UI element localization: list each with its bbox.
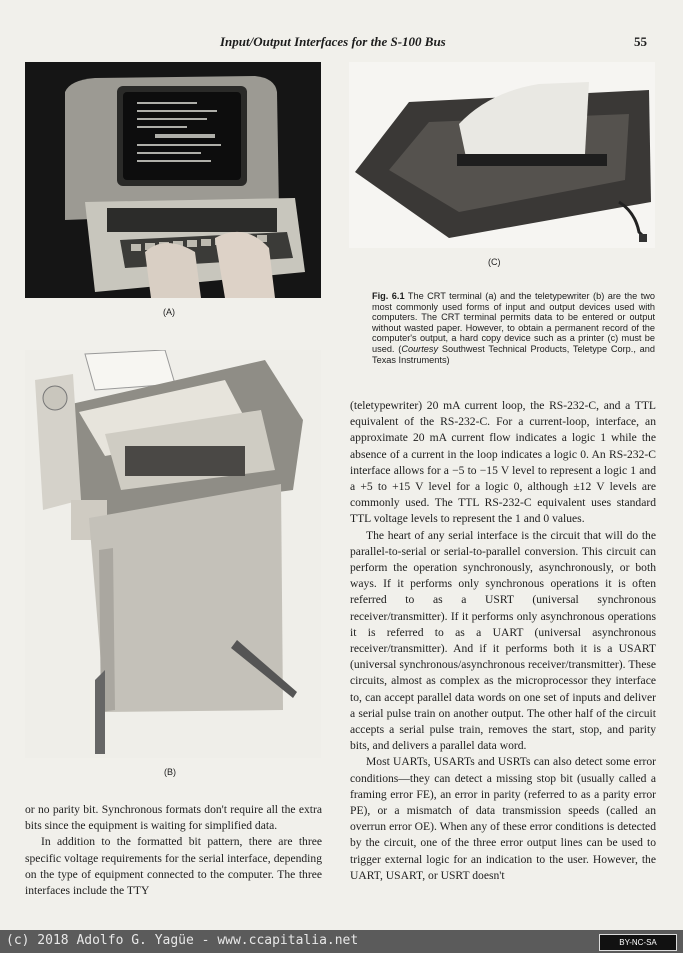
crt-terminal-illustration xyxy=(25,62,321,298)
right-column-text xyxy=(350,398,656,884)
figure-number: Fig. 6.1 xyxy=(372,291,405,301)
right-paragraph-2: The heart of any serial interface is the circuit that will do the parallel-to-serial or serial-to-parallel conversion. This circuit can perform the operation synchronously, asynchronously, or both ways. If it performs only synchronous operations it is often referred to as a USRT (universal synchronous receiver/transmitter). If it performs only asynchronous operations it is referred to as a UART (universal asynchronous receiver/transmitter). And if it performs both it is a USART (universal synchronous/asynchronous receiver/transmitter). These circuits, almost as complex as the microprocessor they interface to, can accept parallel data words on one set of inputs and deliver a serial pulse train on another output. The other half of the circuit accepts a serial pulse train, removes the start, stop, and parity bits, and delivers a parallel data word. xyxy=(350,528,656,753)
left-paragraph-2: In addition to the formatted bit pattern, there are three specific voltage requirements for the serial interface, depending on the type of equipment connected to the computer. The three interfaces include the TTY xyxy=(25,835,322,898)
figure-caption-credit: Southwest Technical Products, Teletype Corp., and Texas Instruments) xyxy=(372,343,656,365)
photo-teletypewriter xyxy=(25,350,321,758)
right-paragraph-3: Most UARTs, USARTs and USRTs can also detect some error conditions—they can detect a missing stop bit (usually called a framing error FE), an error in parity (referred to as a parity error PE), or a mismatch of data transmission speeds (called an overrun error OE). When any of these error conditions is detected by the circuit, one of the three error output lines can be used to trigger external logic for an indication to the user. However, the UART, USART, or USRT doesn't xyxy=(350,755,656,882)
photo-printer xyxy=(349,62,655,248)
left-paragraph-1: or no parity bit. Synchronous formats don't require all the extra bits since the equipment is waiting for simplified data. xyxy=(25,803,322,833)
photo-crt-terminal xyxy=(25,62,321,298)
figure-c-label: (C) xyxy=(488,257,501,267)
copyright-notice: (c) 2018 Adolfo G. Yagüe - www.ccapitalia.net xyxy=(6,933,359,948)
teletypewriter-illustration xyxy=(25,350,321,758)
right-paragraph-1: (teletypewriter) 20 mA current loop, the RS-232-C, and a TTL equivalent of the RS-232-C. For a current-loop, interface, an approximate 20 mA current flow indicates a logic 1 while the absence of a current in the loop indicates a logic 0. An RS-232-C interface allows for a −5 to −15 V level to represent a logic 1 and a +5 to +15 V level for a logic 0, although ±12 V levels are commonly used. The TTL RS-232-C equivalent uses standard TTL voltage levels to represent the 1 and 0 values. xyxy=(350,399,656,526)
figure-a-label: (A) xyxy=(163,307,175,317)
figure-caption-courtesy: Courtesy xyxy=(401,343,439,354)
figure-b-label: (B) xyxy=(164,767,176,777)
watermark-footer xyxy=(0,930,683,953)
running-header xyxy=(0,34,683,50)
cc-license-badge[interactable]: BY-NC-SA xyxy=(599,934,677,951)
header-title: Input/Output Interfaces for the S-100 Bus xyxy=(220,34,446,49)
figure-caption xyxy=(372,291,655,365)
figure-caption-text: The CRT terminal (a) and the teletypewriter (b) are the two most commonly used forms of input and output devices used with computers. The CRT terminal permits data to be entered or output without wasted paper. However, to obtain a permanent record of the computer's output, a hard copy device such as a printer (c) must be used. ( xyxy=(372,291,655,354)
printer-illustration xyxy=(349,62,655,248)
left-column-text xyxy=(25,802,322,899)
page-number: 55 xyxy=(634,34,647,49)
